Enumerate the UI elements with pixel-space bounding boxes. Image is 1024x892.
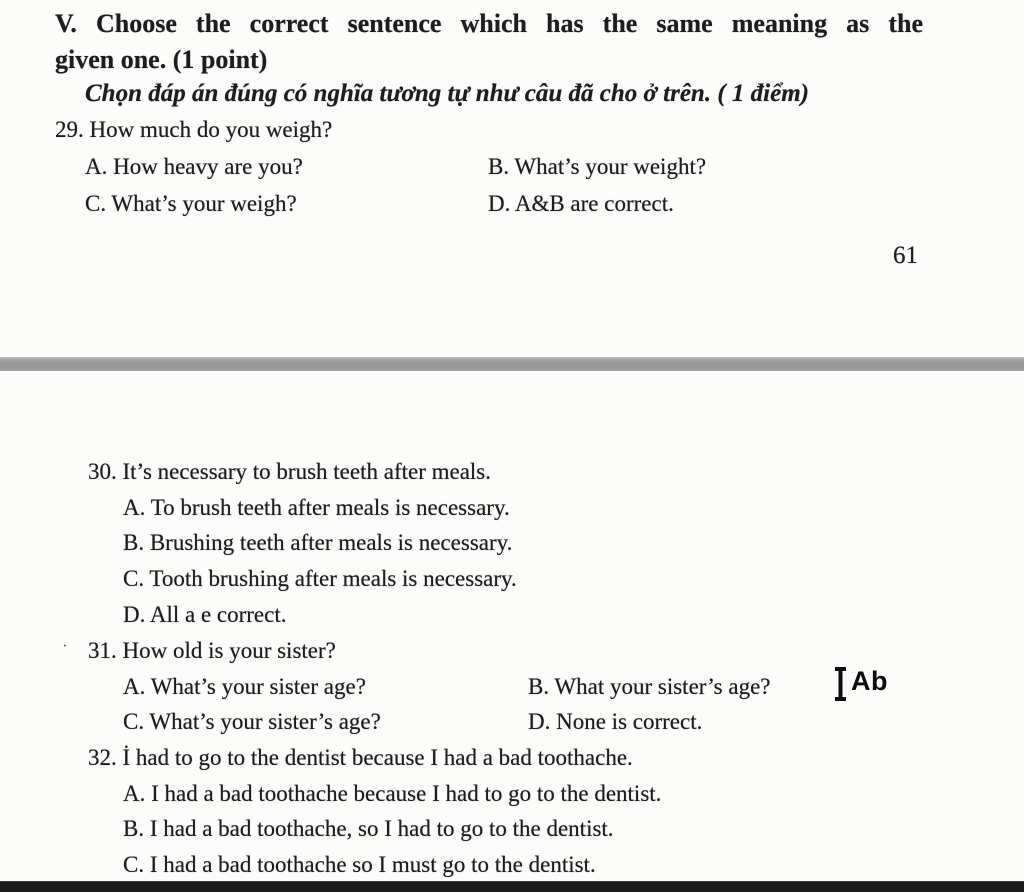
bottom-black-bar <box>0 881 1024 892</box>
question-30-option-c: C. Tooth brushing after meals is necessary. <box>123 566 517 591</box>
question-31-option-d: D. None is correct. <box>528 709 703 734</box>
question-32-option-a: A. I had a bad toothache because I had to go to the dentist. <box>123 781 662 806</box>
text-tool-cursor-label: Ab <box>851 666 888 696</box>
question-30-option-a: A. To brush teeth after meals is necessary. <box>123 495 510 520</box>
question-32-option-c: C. I had a bad toothache so I must go to the dentist. <box>123 852 596 877</box>
question-30-option-d: D. All a e correct. <box>123 602 287 627</box>
question-29-option-c: C. What’s your weigh? <box>85 191 297 216</box>
section-subtitle-vietnamese: Chọn đáp án đúng có nghĩa tương tự như câu đã cho ở trên. ( 1 điểm) <box>85 80 809 107</box>
question-32-stem: 32. İ had to go to the dentist because I had a bad toothache. <box>88 745 633 770</box>
question-29-option-d: D. A&B are correct. <box>488 191 674 216</box>
question-31-stem: 31. How old is your sister? <box>88 638 336 663</box>
question-31-option-a: A. What’s your sister age? <box>123 674 366 699</box>
scan-artifact-dot: · <box>62 636 68 655</box>
question-29-option-a: A. How heavy are you? <box>85 154 303 179</box>
question-31-option-c: C. What’s your sister’s age? <box>123 709 381 734</box>
question-29-option-b: B. What’s your weight? <box>488 154 707 179</box>
text-tool-cursor <box>832 666 888 707</box>
section-heading-line2: given one. (1 point) <box>55 45 268 74</box>
section-heading-line1: V. Choose the correct sentence which has the same meaning as the <box>55 9 923 38</box>
ibeam-cursor-icon <box>832 666 849 707</box>
question-30-stem: 30. It’s necessary to brush teeth after meals. <box>88 459 492 484</box>
section-divider-bar <box>0 357 1024 371</box>
question-31-option-b: B. What your sister’s age? <box>528 674 771 699</box>
page-number: 61 <box>893 242 918 269</box>
question-32-option-b: B. I had a bad toothache, so I had to go to the dentist. <box>123 816 614 841</box>
question-30-option-b: B. Brushing teeth after meals is necessary. <box>123 530 513 555</box>
question-29-stem: 29. How much do you weigh? <box>55 117 333 142</box>
